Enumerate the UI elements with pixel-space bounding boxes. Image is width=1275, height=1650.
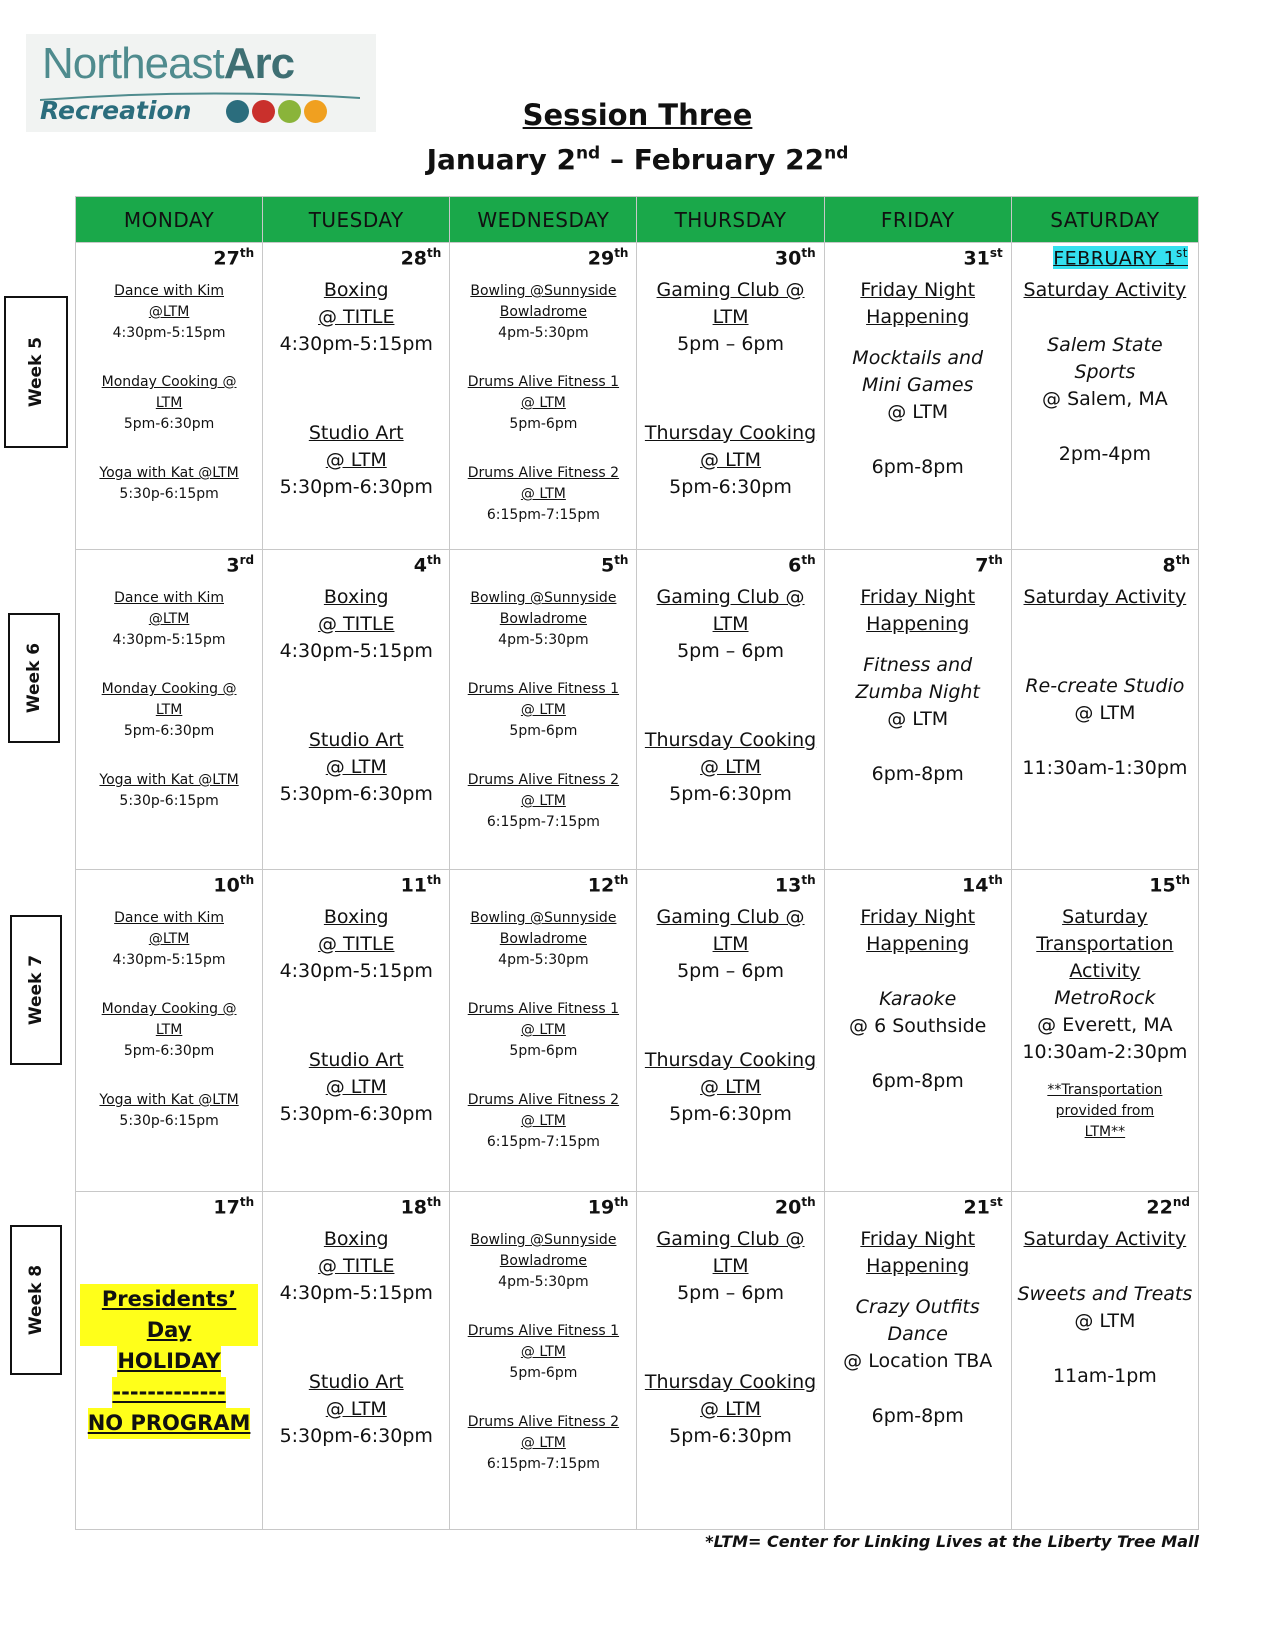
date-number: 22nd (1146, 1195, 1190, 1219)
date-number: 17th (213, 1195, 255, 1219)
activity-title: Friday Night (860, 279, 976, 301)
activity-title: Drums Alive Fitness 2 (467, 465, 620, 481)
event-name: Dance (887, 1323, 948, 1345)
activity-time: 5:30pm-6:30pm (279, 783, 433, 805)
activity-title: Activity (1069, 960, 1141, 982)
activity-location: @ LTM (520, 1435, 566, 1451)
activity-title: Boxing (323, 586, 389, 608)
event-name: Karaoke (879, 988, 957, 1010)
date-number: 6th (788, 553, 816, 577)
date-number: 21st (963, 1195, 1003, 1219)
day-cell (76, 1192, 263, 1530)
event-name: Mini Games (861, 374, 974, 396)
activity-title: Gaming Club @ (656, 586, 805, 608)
activity-title: Studio Art (308, 1049, 404, 1071)
activity-location: @ LTM (520, 702, 566, 718)
activity-location: @ LTM (325, 1076, 387, 1098)
activity-location: @ LTM (325, 756, 387, 778)
activity-title: Thursday Cooking (644, 729, 817, 751)
event-name: Mocktails and (852, 347, 984, 369)
activity-time: 4pm-5:30pm (498, 632, 589, 648)
activity-title: Studio Art (308, 1371, 404, 1393)
event-name: MetroRock (1054, 987, 1156, 1009)
event-name: Sweets and Treats (1017, 1283, 1193, 1305)
date-number: 29th (587, 246, 629, 270)
activity-location: @LTM (148, 304, 190, 320)
activity-time: 5pm-6:30pm (123, 416, 215, 432)
activity-title: Gaming Club @ (656, 906, 805, 928)
date-number: 14th (962, 873, 1003, 897)
day-header-monday: MONDAY (76, 197, 263, 243)
activity-location: LTM (712, 613, 749, 635)
activity-time: 5pm-6pm (509, 1043, 578, 1059)
day-cell (76, 870, 263, 1192)
activity-title: Thursday Cooking (644, 1049, 817, 1071)
activity-time: 4:30pm-5:15pm (112, 632, 226, 648)
holiday-label: Presidents’ Day (80, 1284, 258, 1346)
activity-time: 5pm-6:30pm (669, 1425, 792, 1447)
activity-time: 4pm-5:30pm (498, 952, 589, 968)
activity-time: 5pm – 6pm (677, 960, 784, 982)
activity-location: @ LTM (520, 395, 566, 411)
event-location: @ Location TBA (843, 1350, 993, 1372)
date-number: 8th (1162, 553, 1190, 577)
activity-title: Drums Alive Fitness 2 (467, 1414, 620, 1430)
date-number: 18th (400, 1195, 442, 1219)
day-cell (76, 550, 263, 870)
activity-location: LTM (155, 1022, 183, 1038)
activity-title: Thursday Cooking (644, 422, 817, 444)
day-cell (637, 243, 824, 550)
event-location: @ LTM (887, 401, 949, 423)
week-label-6: Week 6 (8, 613, 60, 743)
date-number: 3rd (226, 553, 255, 577)
activity-title: Transportation (1036, 933, 1174, 955)
activity-location: @ TITLE (318, 1255, 395, 1277)
ltm-footnote: *LTM= Center for Linking Lives at the Liberty Tree Mall (705, 1532, 1199, 1551)
activity-location: @ LTM (520, 1344, 566, 1360)
day-cell (263, 550, 450, 870)
activity-time: 6pm-8pm (871, 1405, 964, 1427)
activity-title: Monday Cooking @ (101, 681, 237, 697)
event-location: @ 6 Southside (849, 1015, 987, 1037)
day-cell (637, 870, 824, 1192)
day-cell (824, 550, 1011, 870)
week-label-7: Week 7 (10, 915, 62, 1065)
transport-note: **Transportation (1047, 1082, 1163, 1098)
holiday-divider: ------------- (112, 1377, 225, 1408)
activity-title: Boxing (323, 1228, 389, 1250)
activity-title: Thursday Cooking (644, 1371, 817, 1393)
week-row (76, 550, 1199, 870)
activity-time: 5pm-6:30pm (123, 723, 215, 739)
event-name: Zumba Night (855, 681, 980, 703)
activity-time: 5pm-6:30pm (669, 476, 792, 498)
day-header-thursday: THURSDAY (637, 197, 824, 243)
day-header-saturday: SATURDAY (1011, 197, 1198, 243)
activity-location: @LTM (148, 931, 190, 947)
activity-title: Gaming Club @ (656, 279, 805, 301)
activity-title: Friday Night (860, 586, 976, 608)
activity-title: Yoga with Kat @LTM (99, 465, 239, 481)
day-cell (450, 243, 637, 550)
activity-time: 5pm-6:30pm (123, 1043, 215, 1059)
date-number: FEBRUARY 1st (1053, 246, 1188, 270)
activity-time: 6:15pm-7:15pm (486, 1456, 600, 1472)
activity-title: Drums Alive Fitness 2 (467, 1092, 620, 1108)
activity-title: Bowling @Sunnyside (470, 590, 617, 606)
date-number: 10th (213, 873, 255, 897)
activity-time: 6pm-8pm (871, 763, 964, 785)
activity-location: @ LTM (520, 1113, 566, 1129)
session-dates: January 2nd – February 22nd (426, 143, 849, 176)
activity-time: 4:30pm-5:15pm (112, 952, 226, 968)
activity-time: 5pm-6:30pm (669, 1103, 792, 1125)
event-name: Sports (1074, 361, 1136, 383)
activity-title: Drums Alive Fitness 1 (467, 1001, 620, 1017)
activity-location: Bowladrome (499, 1253, 588, 1269)
week-label-5: Week 5 (4, 296, 68, 448)
event-location: @ Everett, MA (1037, 1014, 1173, 1036)
activity-time: 5:30pm-6:30pm (279, 476, 433, 498)
day-cell (1011, 1192, 1198, 1530)
activity-location: @ LTM (325, 449, 387, 471)
day-header-tuesday: TUESDAY (263, 197, 450, 243)
activity-location: @LTM (148, 611, 190, 627)
activity-title: Happening (866, 1255, 970, 1277)
week-row (76, 870, 1199, 1192)
activity-location: @ LTM (520, 1022, 566, 1038)
activity-location: @ TITLE (318, 613, 395, 635)
activity-time: 5:30pm-6:30pm (279, 1425, 433, 1447)
activity-title: Drums Alive Fitness 1 (467, 374, 620, 390)
activity-location: @ LTM (325, 1398, 387, 1420)
event-location: @ LTM (1074, 702, 1136, 724)
activity-time: 5pm – 6pm (677, 640, 784, 662)
event-location: @ Salem, MA (1042, 388, 1168, 410)
activity-location: LTM (712, 1255, 749, 1277)
transport-note: provided from (1055, 1103, 1155, 1119)
activity-title: Dance with Kim (114, 590, 224, 606)
activity-time: 5pm-6pm (509, 1365, 578, 1381)
event-location: @ LTM (1074, 1310, 1136, 1332)
activity-title: Drums Alive Fitness 2 (467, 772, 620, 788)
activity-location: @ TITLE (318, 933, 395, 955)
date-number: 28th (400, 246, 442, 270)
week-row (76, 1192, 1199, 1530)
date-number: 15th (1149, 873, 1190, 897)
activity-title: Saturday Activity (1023, 586, 1187, 608)
activity-location: @ TITLE (318, 306, 395, 328)
day-cell (450, 550, 637, 870)
event-name: Fitness and (863, 654, 973, 676)
day-cell (76, 243, 263, 550)
activity-time: 5pm-6:30pm (669, 783, 792, 805)
activity-location: LTM (712, 306, 749, 328)
day-cell (263, 870, 450, 1192)
activity-time: 5pm-6pm (509, 723, 578, 739)
event-name: Salem State (1047, 334, 1163, 356)
activity-time: 4pm-5:30pm (498, 1274, 589, 1290)
day-cell (824, 1192, 1011, 1530)
logo-wordmark: NortheastArc (42, 39, 295, 88)
activity-title: Gaming Club @ (656, 1228, 805, 1250)
day-cell (637, 550, 824, 870)
activity-title: Dance with Kim (114, 283, 224, 299)
date-number: 30th (774, 246, 816, 270)
activity-location: LTM (155, 395, 183, 411)
day-cell (1011, 243, 1198, 550)
weekday-header-row (76, 197, 1199, 243)
date-number: 11th (400, 873, 442, 897)
activity-time: 4:30pm-5:15pm (279, 1282, 433, 1304)
activity-time: 6pm-8pm (871, 456, 964, 478)
activity-title: Studio Art (308, 422, 404, 444)
activity-location: LTM (712, 933, 749, 955)
date-number: 20th (774, 1195, 816, 1219)
activity-title: Bowling @Sunnyside (470, 910, 617, 926)
date-number: 27th (213, 246, 255, 270)
activity-title: Saturday Activity (1023, 279, 1187, 301)
activity-title: Happening (866, 613, 970, 635)
day-cell (824, 870, 1011, 1192)
activity-time: 11:30am-1:30pm (1022, 757, 1188, 779)
holiday-label: HOLIDAY (117, 1346, 221, 1377)
activity-time: 5pm-6pm (509, 416, 578, 432)
activity-time: 5:30p-6:15pm (119, 793, 219, 809)
activity-time: 2pm-4pm (1058, 443, 1151, 465)
activity-time: 6:15pm-7:15pm (486, 1134, 600, 1150)
week-label-8: Week 8 (10, 1225, 62, 1375)
activity-title: Boxing (323, 906, 389, 928)
activity-time: 4:30pm-5:15pm (112, 325, 226, 341)
activity-time: 4:30pm-5:15pm (279, 640, 433, 662)
activity-title: Saturday Activity (1023, 1228, 1187, 1250)
activity-title: Happening (866, 306, 970, 328)
activity-time: 4pm-5:30pm (498, 325, 589, 341)
activity-title: Friday Night (860, 906, 976, 928)
day-header-wednesday: WEDNESDAY (450, 197, 637, 243)
day-cell (263, 243, 450, 550)
activity-location: @ LTM (520, 486, 566, 502)
activity-time: 10:30am-2:30pm (1022, 1041, 1188, 1063)
activity-title: Monday Cooking @ (101, 374, 237, 390)
logo-tagline: Recreation (40, 96, 192, 125)
activity-location: @ LTM (700, 1398, 762, 1420)
calendar-grid (75, 196, 1199, 1530)
week-row (76, 243, 1199, 550)
activity-time: 5pm – 6pm (677, 333, 784, 355)
date-number: 19th (587, 1195, 629, 1219)
activity-title: Studio Art (308, 729, 404, 751)
day-cell (1011, 870, 1198, 1192)
activity-title: Yoga with Kat @LTM (99, 1092, 239, 1108)
activity-title: Bowling @Sunnyside (470, 1232, 617, 1248)
date-number: 12th (587, 873, 629, 897)
activity-title: Bowling @Sunnyside (470, 283, 617, 299)
activity-title: Monday Cooking @ (101, 1001, 237, 1017)
activity-location: @ LTM (700, 449, 762, 471)
date-number: 4th (413, 553, 442, 577)
activity-title: Boxing (323, 279, 389, 301)
activity-location: Bowladrome (499, 304, 588, 320)
activity-title: Friday Night (860, 1228, 976, 1250)
day-cell (263, 1192, 450, 1530)
activity-time: 4:30pm-5:15pm (279, 960, 433, 982)
event-location: @ LTM (887, 708, 949, 730)
activity-time: 6:15pm-7:15pm (486, 507, 600, 523)
transport-note: LTM** (1084, 1124, 1126, 1140)
no-program-label: NO PROGRAM (88, 1408, 251, 1439)
activity-title: Drums Alive Fitness 1 (467, 681, 620, 697)
activity-location: @ LTM (700, 756, 762, 778)
day-cell (450, 870, 637, 1192)
activity-time: 6pm-8pm (871, 1070, 964, 1092)
activity-time: 4:30pm-5:15pm (279, 333, 433, 355)
activity-time: 5:30pm-6:30pm (279, 1103, 433, 1125)
activity-title: Dance with Kim (114, 910, 224, 926)
activity-title: Drums Alive Fitness 1 (467, 1323, 620, 1339)
activity-location: Bowladrome (499, 611, 588, 627)
day-header-friday: FRIDAY (824, 197, 1011, 243)
activity-time: 11am-1pm (1052, 1365, 1157, 1387)
activity-time: 5:30p-6:15pm (119, 486, 219, 502)
activity-location: LTM (155, 702, 183, 718)
activity-location: @ LTM (700, 1076, 762, 1098)
day-cell (637, 1192, 824, 1530)
day-cell (450, 1192, 637, 1530)
date-number: 31st (963, 246, 1003, 270)
day-cell (1011, 550, 1198, 870)
date-number: 5th (600, 553, 629, 577)
day-cell (824, 243, 1011, 550)
activity-time: 6:15pm-7:15pm (486, 814, 600, 830)
activity-title: Yoga with Kat @LTM (99, 772, 239, 788)
page-title: Session Three (522, 98, 753, 132)
event-name: Crazy Outfits (855, 1296, 980, 1318)
event-name: Re-create Studio (1025, 675, 1185, 697)
activity-location: Bowladrome (499, 931, 588, 947)
date-number: 7th (975, 553, 1003, 577)
date-number: 13th (774, 873, 816, 897)
activity-title: Happening (866, 933, 970, 955)
activity-location: @ LTM (520, 793, 566, 809)
activity-time: 5pm – 6pm (677, 1282, 784, 1304)
activity-title: Saturday (1062, 906, 1148, 928)
activity-time: 5:30p-6:15pm (119, 1113, 219, 1129)
